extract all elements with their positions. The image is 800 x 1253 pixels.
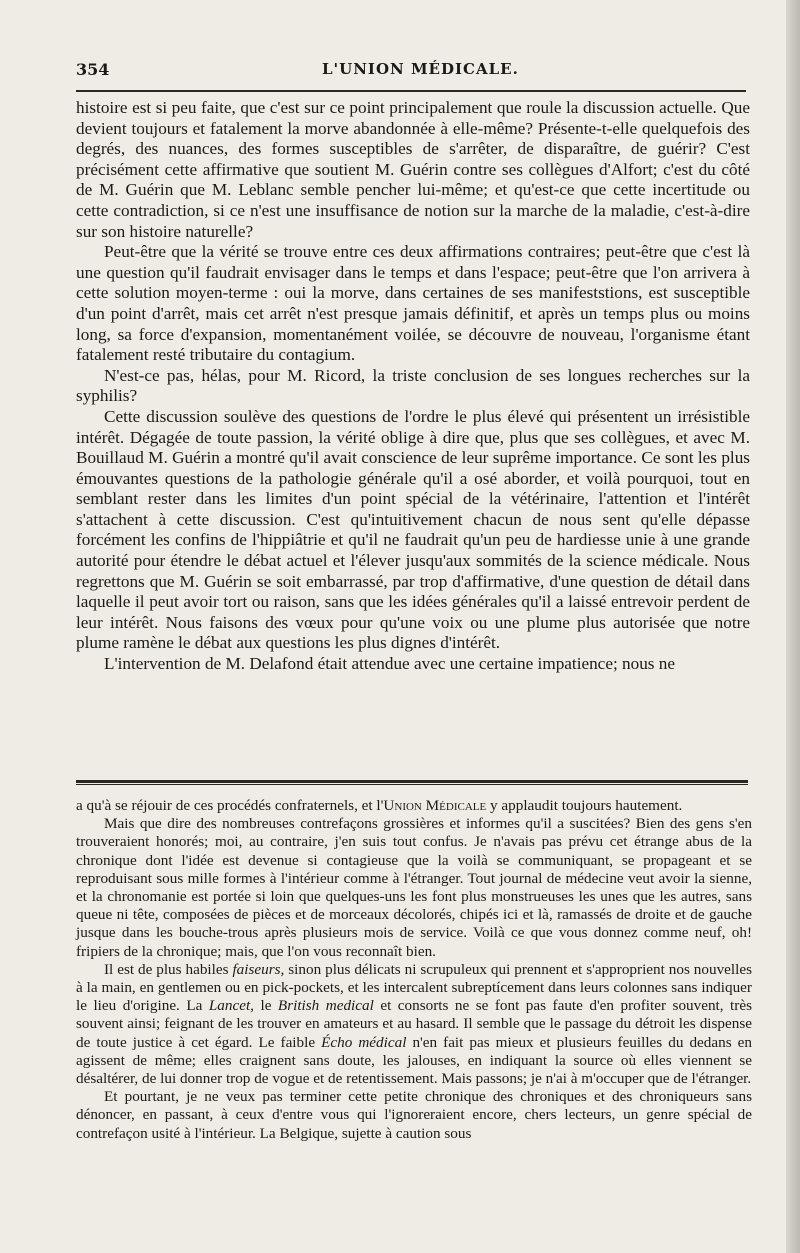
- text-run: Il est de plus habiles: [104, 960, 233, 978]
- page-number: 354: [76, 60, 110, 79]
- main-paragraph: histoire est si peu faite, que c'est sur ce point principalement que roule la discussion actuelle. Que devient toujours et fatalement la morve abandonnée à elle-même? Présente-t-elle quelquefois des degrés, des nuances, des formes susceptibles de s'arrêter, de disparaître, de guérir? C'est précisément cette affirmative que soutient M. Guérin contre ses collègues d'Alfort; c'est du côté de M. Guérin que M. Leblanc semble pencher lui-même; et qu'est-ce que cette incertitude ou cette contradiction, si ce n'est une insuffisance de notion sur la marche de la maladie, c'est-à-dire sur son histoire naturelle?: [76, 98, 750, 241]
- text-run: a qu'à se réjouir de ces procédés confraternels, et l': [76, 797, 384, 814]
- journal-name-smallcaps: Union Médicale: [383, 797, 487, 814]
- main-paragraph: L'intervention de M. Delafond était attendue avec une certaine impatience; nous ne: [104, 654, 676, 674]
- main-paragraph: Cette discussion soulève des questions de l'ordre le plus élevé qui présentent un irrésistible intérêt. Dégagée de toute passion, la vérité oblige à dire que, plus que ses collègues, et avec M. Bouillaud M. Guérin a montré qu'il avait conscience de leur suprême importance. Ce sont les plus émouvantes questions de la pathologie générale qu'il a osé aborder, et voilà pourquoi, tout en semblant rester dans les limites d'un point spécial de la vétérinaire, l'attention et l'intérêt s'attachent à cette discussion. C'est qu'intuitivement chacun de nous sent qu'elle dépasse forcément les confins de l'hippiâtrie et qu'il ne faudrait qu'un peu de hardiesse unie à une grande autorité pour étendre le débat actuel et l'élever jusqu'aux sommités de la science médicale. Nous regrettons que M. Guérin se soit embarrassé, par trop d'affirmative, d'une question de détail dans laquelle il peut avoir tort ou raison, sans que les idées générales qu'il a laissé entrevoir perdent de leur intérêt. Nous faisons des vœux pour qu'une voix ou une plume plus autorisée que notre plume ramène le débat aux questions les plus dignes d'intérêt.: [76, 406, 750, 653]
- feuilleton-body: [76, 797, 752, 1143]
- feuilleton-paragraph: Mais que dire des nombreuses contrefaçons grossières et informes qu'il a suscitées? Bien des gens s'en trouveraient honorés; moi, au contraire, j'en suis tout confus. Je n'avais pas prévu cet étrange abus de la chronique dont l'idée est devenue si contagieuse que la voilà se communiquant, se propageant et se reproduisant sous mille formes à l'intérieur comme à l'étranger. Tout journal de médecine veut avoir la sienne, et la chronomanie est portée si loin que quelques-uns les font plus monstrueuses les unes que les autres, sans queue ni tête, composées de pièces et de morceaux décolorés, chipés ici et là, ramassés de droite et de gauche jusque dans les bouche-trous après plusieurs mois de service. Voilà ce que vous donnez comme neuf, oh! fripiers de la chronique; mais, que l'on vous reconnaît bien.: [76, 815, 752, 960]
- text-run: y applaudit toujours hautement.: [486, 797, 683, 814]
- italic-journal-title: British medical: [277, 997, 374, 1015]
- main-paragraph: N'est-ce pas, hélas, pour M. Ricord, la triste conclusion de ses longues recherches sur la syphilis?: [76, 365, 750, 406]
- italic-term: faiseurs,: [232, 960, 285, 978]
- italic-journal-title: Écho médical: [321, 1033, 407, 1051]
- page-edge-shadow: [786, 0, 800, 1253]
- text-run: et consorts ne se font pas faute d'en profiter souvent, très souvent ainsi; feignant de les trouver en amateurs et au hasard. Il semble que le passage du détroit les dispense de toute justice à cet égard. Le faible: [76, 997, 752, 1051]
- running-head: L'UNION MÉDICALE.: [322, 60, 519, 78]
- feuilleton-paragraph: [76, 961, 752, 1088]
- feuilleton-separator: [76, 780, 748, 785]
- page-header: [76, 56, 746, 86]
- text-run: n'en fait pas mieux et plusieurs feuilles du dedans en agissent de même; elles craignent sans doute, les jalouses, en indiquant la source où elles viennent se désaltérer, de lui donner trop de vogue et de retentissement. Mais passons; je n'ai à m'occuper que de l'étranger.: [76, 1033, 752, 1088]
- text-run: sinon plus délicats ni scrupuleux qui prennent et s'approprient nos nouvelles à la main, en gentlemen ou en pick-pockets, et les intercalent subreptícement dans leurs colonnes sans indiquer le lieu d'origine. La: [76, 960, 752, 1015]
- text-run: le: [253, 997, 278, 1015]
- italic-journal-title: Lancet,: [208, 997, 254, 1015]
- main-paragraph: Peut-être que la vérité se trouve entre ces deux affirmations contraires; peut-être que c'est là une question qu'il faudrait envisager dans le temps et dans l'espace; peut-être que l'on arrivera à cette solution moyen-terme : oui la morve, dans certaines de ses manifeststions, est susceptible d'un point d'arrêt, mais cet arrêt n'est presque jamais définitif, et après un temps plus ou moins long, sa force d'expansion, momentanément voilée, se découvre de nouveau, l'organisme étant fatalement resté tributaire du contagium.: [76, 242, 750, 365]
- feuilleton-paragraph: Et pourtant, je ne veux pas terminer cette petite chronique des chroniques et des chroniqueurs sans dénoncer, en passant, à ceux d'entre vous qui l'ignoreraient encore, chers lecteurs, un genre spécial de contrefaçon usité à l'intérieur. La Belgique, sujette à caution sous: [76, 1088, 752, 1142]
- main-article-body: [76, 98, 750, 675]
- header-rule: [76, 90, 746, 92]
- feuilleton-paragraph: [76, 797, 752, 815]
